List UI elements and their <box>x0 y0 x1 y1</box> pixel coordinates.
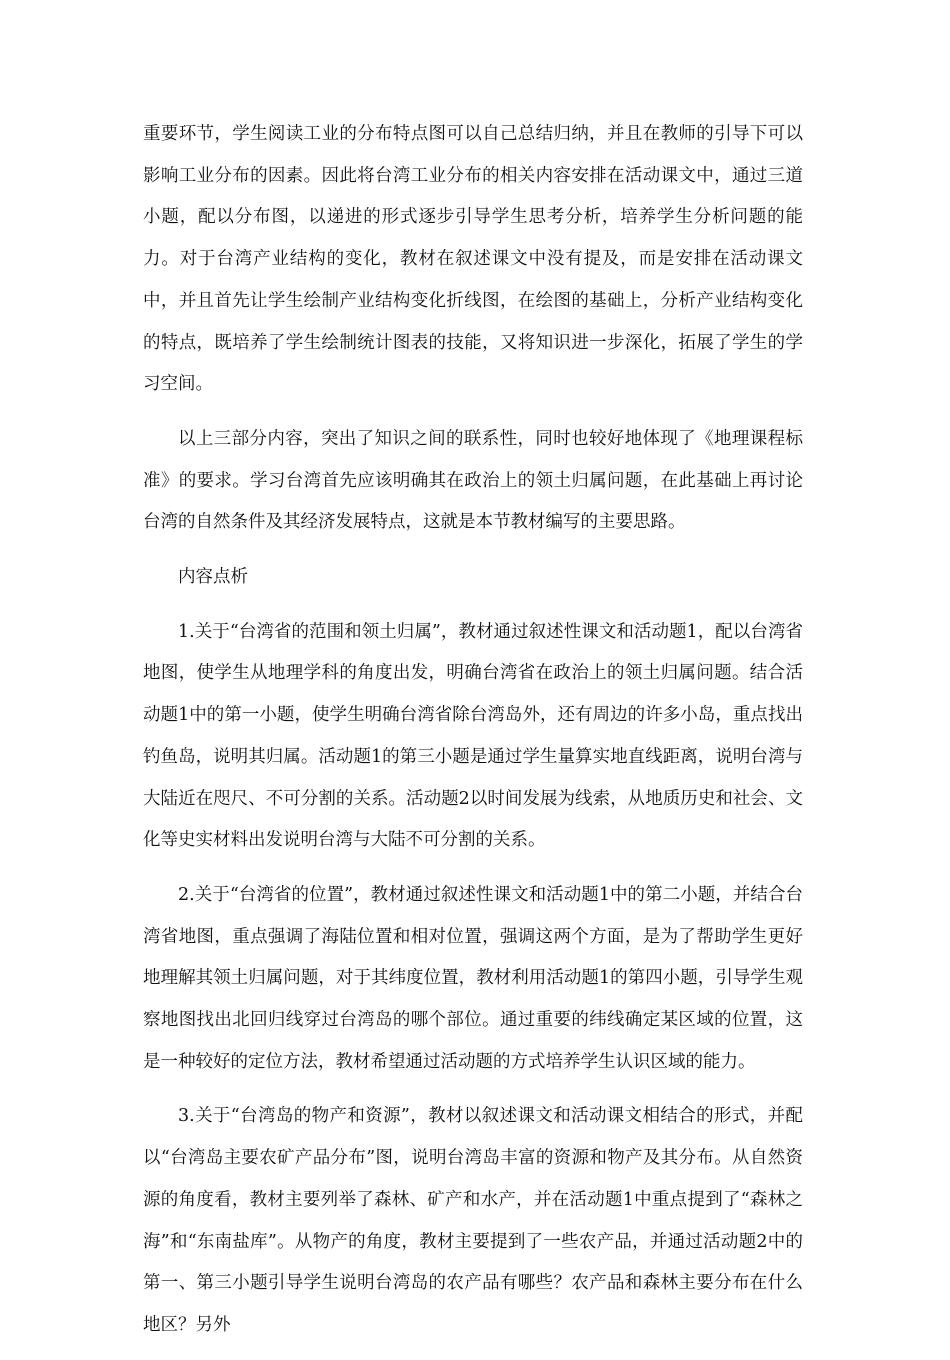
document-page <box>143 114 803 1360</box>
paragraph-summary: 以上三部分内容，突出了知识之间的联系性，同时也较好地体现了《地理课程标准》的要求。学习台湾首先应该明确其在政治上的领土归属问题，在此基础上再讨论台湾的自然条件及其经济发展特点，这就是本节教材编写的主要思路。 <box>143 428 803 533</box>
paragraph-point-2-location: 2.关于“台湾省的位置”，教材通过叙述性课文和活动题1中的第二小题，并结合台湾省地图，重点强调了海陆位置和相对位置，强调这两个方面，是为了帮助学生更好地理解其领土归属问题，对于其纬度位置，教材利用活动题1的第四小题，引导学生观察地图找出北回归线穿过台湾岛的哪个部位。通过重要的纬线确定某区域的位置，这是一种较好的定位方法，教材希望通过活动题的方式培养学生认识区域的能力。 <box>143 884 803 1072</box>
paragraph-point-1-territory: 1.关于“台湾省的范围和领土归属”，教材通过叙述性课文和活动题1，配以台湾省地图，使学生从地理学科的角度出发，明确台湾省在政治上的领土归属问题。结合活动题1中的第一小题，使学生明确台湾省除台湾岛外，还有周边的许多小岛，重点找出钓鱼岛，说明其归属。活动题1的第三小题是通过学生量算实地直线距离，说明台湾与大陆近在咫尺、不可分割的关系。活动题2以时间发展为线索，从地质历史和社会、文化等史实材料出发说明台湾与大陆不可分割的关系。 <box>143 621 803 851</box>
paragraph-point-3-resources: 3.关于“台湾岛的物产和资源”，教材以叙述课文和活动课文相结合的形式，并配以“台湾岛主要农矿产品分布”图，说明台湾岛丰富的资源和物产及其分布。从自然资源的角度看，教材主要列举了森林、矿产和水产，并在活动题1中重点提到了“森林之海”和“东南盐库”。从物产的角度，教材主要提到了一些农产品，并通过活动题2中的第一、第三小题引导学生说明台湾岛的农产品有哪些？农产品和森林主要分布在什么地区？另外 <box>143 1106 803 1335</box>
paragraph-industry-distribution: 重要环节，学生阅读工业的分布特点图可以自己总结归纳，并且在教师的引导下可以影响工业分布的因素。因此将台湾工业分布的相关内容安排在活动课文中，通过三道小题，配以分布图，以递进的形式逐步引导学生思考分析，培养学生分析问题的能力。对于台湾产业结构的变化，教材在叙述课文中没有提及，而是安排在活动课文中，并且首先让学生绘制产业结构变化折线图，在绘图的基础上，分析产业结构变化的特点，既培养了学生绘制统计图表的技能，又将知识进一步深化，拓展了学生的学习空间。 <box>143 124 803 395</box>
section-heading-content-analysis: 内容点析 <box>178 567 248 588</box>
